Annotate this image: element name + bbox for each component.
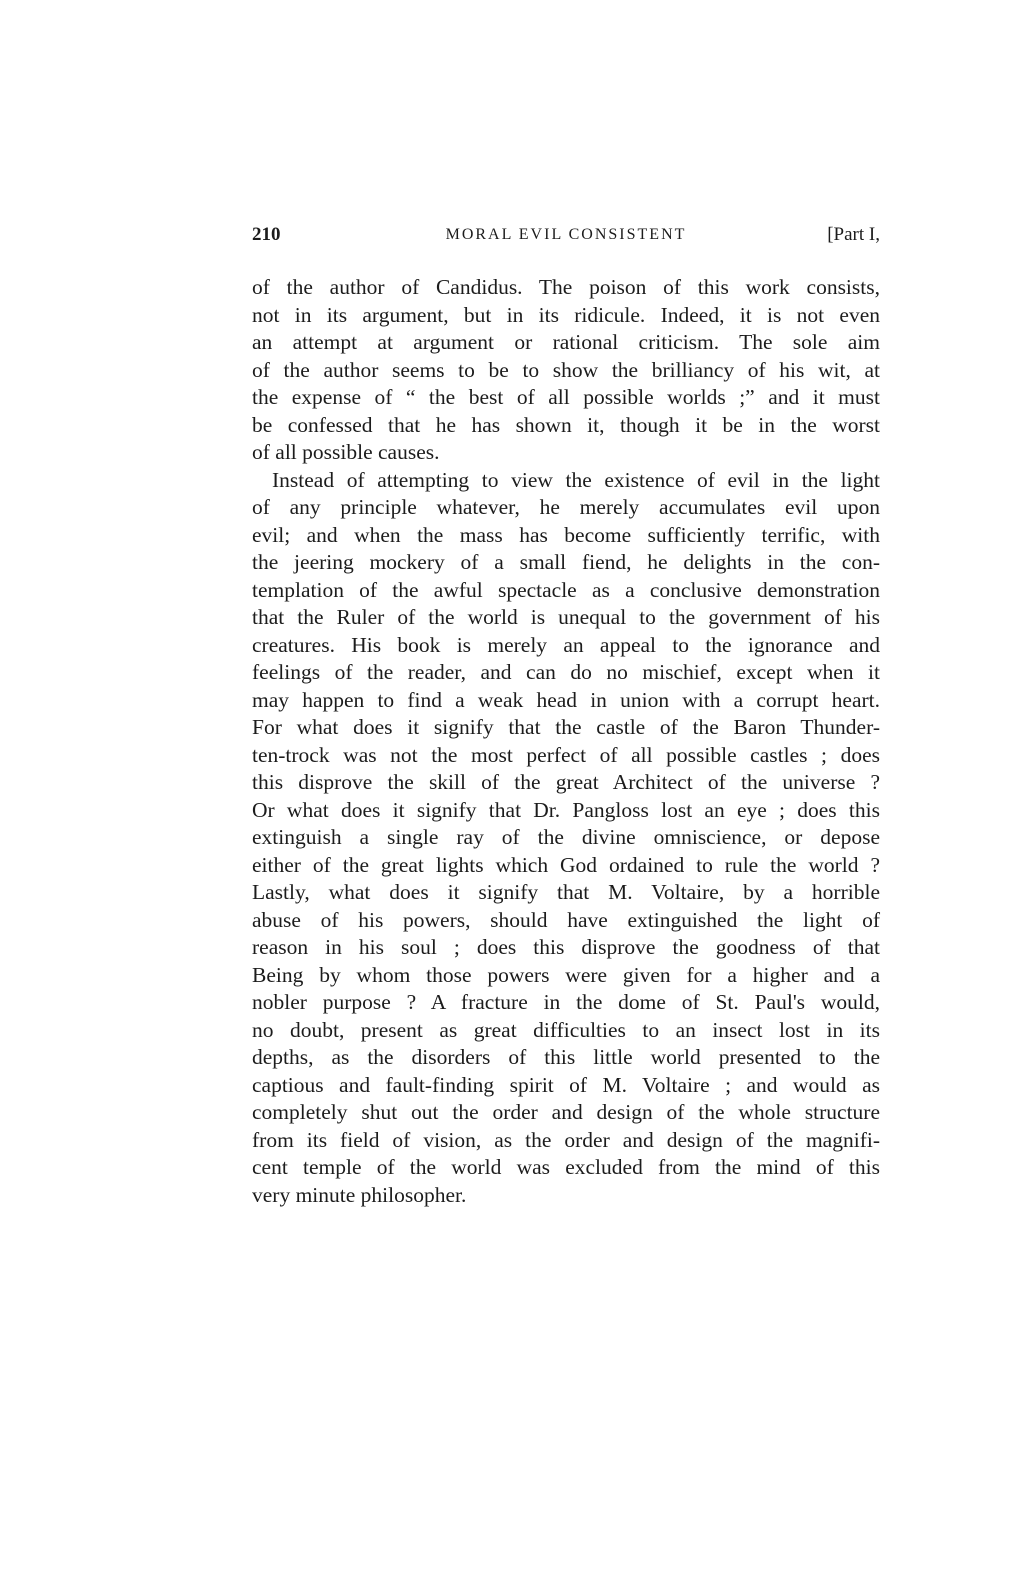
text-line: feelings of the reader, and can do no mischief, except when it (252, 660, 880, 684)
paragraph (252, 467, 880, 1210)
text-line: of the author of Candidus. The poison of this work consists, (252, 275, 880, 299)
text-line: Instead of attempting to view the existence of evil in the light (272, 467, 880, 492)
text-line: very minute philosopher. (252, 1182, 467, 1207)
text-line: nobler purpose ? A fracture in the dome of St. Paul's would, (252, 990, 880, 1014)
text-line: not in its argument, but in its ridicule. Indeed, it is not even (252, 302, 880, 327)
text-line: may happen to find a weak head in union with a corrupt heart. (252, 687, 880, 712)
text-line: the expense of “ the best of all possible worlds ;” and it must (252, 385, 880, 409)
text-line: of any principle whatever, he merely accumulates evil upon (252, 495, 880, 519)
text-line: templation of the awful spectacle as a conclusive demonstration (252, 577, 880, 602)
running-title: MORAL EVIL CONSISTENT (445, 226, 687, 243)
text-line: evil; and when the mass has become sufficiently terrific, with (252, 522, 880, 547)
text-line: from its field of vision, as the order and design of the magnifi- (252, 1127, 880, 1152)
text-line: of the author seems to be to show the brilliancy of his wit, at (252, 357, 880, 382)
text-line: Or what does it signify that Dr. Pangloss lost an eye ; does this (252, 797, 880, 822)
text-line: be confessed that he has shown it, though it be in the worst (252, 412, 880, 437)
text-line: an attempt at argument or rational criticism. The sole aim (252, 330, 880, 354)
page-body (252, 274, 880, 1209)
text-line: this disprove the skill of the great Architect of the universe ? (252, 770, 880, 794)
text-line: ten-trock was not the most perfect of all possible castles ; does (252, 742, 880, 767)
text-line: the jeering mockery of a small fiend, he delights in the con- (252, 550, 880, 574)
text-line: abuse of his powers, should have extinguished the light of (252, 907, 880, 932)
text-line: creatures. His book is merely an appeal to the ignorance and (252, 632, 880, 657)
text-line: of all possible causes. (252, 440, 440, 464)
text-line: extinguish a single ray of the divine omniscience, or depose (252, 825, 880, 849)
text-line: For what does it signify that the castle of the Baron Thunder- (252, 715, 880, 739)
page-number: 210 (252, 224, 281, 245)
part-label: [Part I, (827, 224, 880, 245)
running-header (252, 224, 880, 252)
text-line: depths, as the disorders of this little world presented to the (252, 1045, 880, 1069)
paragraph (252, 274, 880, 467)
text-line: Being by whom those powers were given for a higher and a (252, 962, 880, 987)
text-line: completely shut out the order and design of the whole structure (252, 1100, 880, 1124)
text-line: reason in his soul ; does this disprove the goodness of that (252, 935, 880, 959)
text-line: either of the great lights which God ordained to rule the world ? (252, 852, 880, 877)
text-line: that the Ruler of the world is unequal to the government of his (252, 605, 880, 629)
text-line: no doubt, present as great difficulties to an insect lost in its (252, 1017, 880, 1042)
text-line: cent temple of the world was excluded from the mind of this (252, 1155, 880, 1179)
text-line: Lastly, what does it signify that M. Voltaire, by a horrible (252, 880, 880, 904)
text-line: captious and fault-finding spirit of M. Voltaire ; and would as (252, 1072, 880, 1097)
